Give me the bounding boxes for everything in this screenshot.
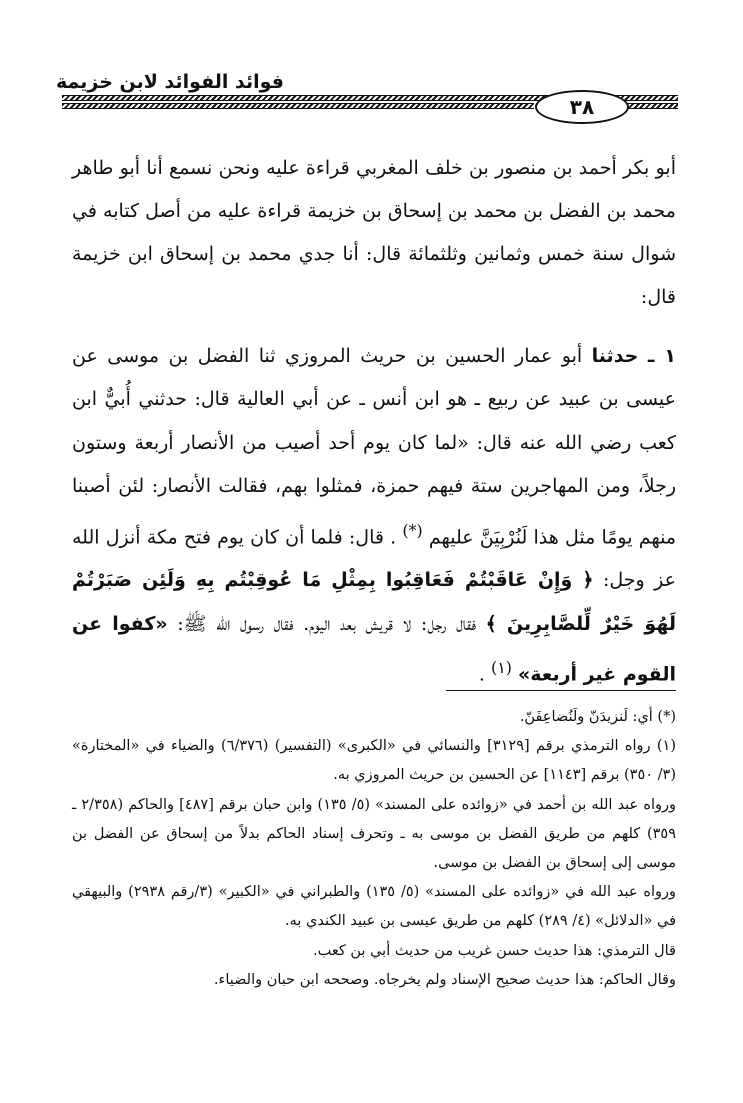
quran-verse: ﴿ وَإِنْ عَاقَبْتُمْ فَعَاقِبُوا بِمِثْلِ مَا عُوقِبْتُم بِهِ وَلَئِن صَبَرْتُمْ لَهُوَ خَيْرٌ لِّلصَّابِرِينَ ﴾ [72, 569, 677, 635]
hadith-after-verse: فقال رجل: لا قريش بعد اليوم. فقال رسول الله ﷺ: [177, 612, 477, 635]
hadith-paragraph [72, 335, 676, 697]
hadith-isnad-text: أبو عمار الحسين بن حريث المروزي ثنا الفضل بن موسى عن عيسى بن عبيد عن ربيع ـ هو ابن أنس ـ عن أبي العالية قال: حدثني أُبيٌّ ابن كعب رضي الله عنه قال: «لما كان يوم أحد أصيب من الأنصار أربعة وستون رجلاً، ومن المهاجرين ستة فيهم حمزة، فمثلوا بهم، فقالت الأنصار: لئن أصبنا منهم يومًا مثل هذا لَنُرْبِيَنَّ عليهم [72, 345, 677, 548]
footnotes [72, 703, 676, 995]
header-ornamental-rule-lower [62, 103, 534, 109]
hadith-lead-word: حدثنا [591, 345, 639, 367]
footnote-1-continuation: ورواه عبد الله في «زوائده على المسند» (٥/ ١٣٥) والطبراني في «الكبير» (٣/رقم ٢٩٣٨) والبيهقي في «الدلائل» (٤/ ٢٨٩) كلهم من طريق عيسى بن عبيد الكندي به. [72, 884, 676, 930]
hadith-number: ١ ـ [647, 345, 677, 367]
header-ornamental-rule-lower-right [626, 103, 678, 109]
hadith-end-period: . [478, 663, 485, 686]
footnote-ref-1: (١) [491, 658, 512, 678]
footnote-1: (١) رواه الترمذي برقم [٣١٢٩] والنسائي في «الكبرى» (التفسير) (٦/٣٧٦) والضياء في «المختارة» (٣/ ٣٥٠) برقم [١١٤٣] عن الحسين بن حريث المروزي به. [72, 738, 676, 784]
footnote-1-continuation: ورواه عبد الله بن أحمد في «زوائده على المسند» (٥/ ١٣٥) وابن حبان برقم [٤٨٧] والحاكم (٢/٣٥٨ ـ ٣٥٩) كلهم من طريق الفضل بن موسى به ـ وتحرف إسناد الحاكم بدلاً من إسحاق عن الفضل بن موسى إلى إسحاق بن الفضل بن موسى. [72, 796, 676, 872]
footnote-1-hakim-note: وقال الحاكم: هذا حديث صحيح الإسناد ولم يخرجاه. وصححه ابن حبان والضياء. [213, 971, 676, 988]
hadith-continuation: . قال: فلما أن كان يوم فتح مكة أنزل الله عز وجل: [72, 525, 676, 592]
footnote-1-tirmidhi-note: قال الترمذي: هذا حديث حسن غريب من حديث أبي بن كعب. [313, 942, 676, 959]
footnote-marker-star: (*) [402, 520, 423, 540]
isnad-intro-paragraph: أبو بكر أحمد بن منصور بن خلف المغربي قراءة عليه ونحن نسمع أنا أبو طاهر محمد بن الفضل بن محمد بن إسحاق بن خزيمة قراءة عليه من أصل كتابه في شوال سنة خمس وثمانين وثلثمائة قال: أنا جدي محمد بن إسحاق ابن خزيمة قال: [72, 157, 676, 308]
running-header-title: فوائد الفوائد لابن خزيمة [56, 71, 284, 93]
prophetic-quote: «كفوا عن القوم غير أربعة» [72, 612, 676, 686]
page-number-badge: ٣٨ [535, 90, 629, 124]
footnote-divider [446, 690, 676, 691]
footnote-star: (*) أي: لَنزيدَنّ ولَنُضاعِفَنّ. [519, 709, 676, 725]
